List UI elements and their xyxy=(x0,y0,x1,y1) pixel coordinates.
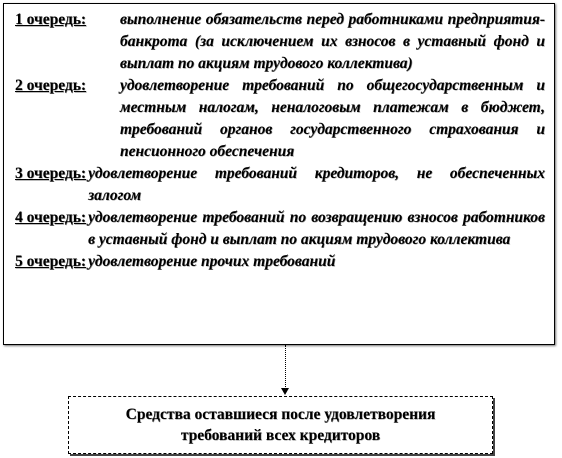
queue-item-4-label: 4 очередь: xyxy=(15,209,87,226)
arrow-down-icon xyxy=(281,388,289,395)
queue-item-3-text: удовлетворение требований кредиторов, не обеспеченных залогом xyxy=(88,165,545,204)
queue-item-2-text: удовлетворение требований по общегосударственным и местным налогам, неналоговым платежам в бюджет, требований органов государственного страхования и пенсионного обеспечения xyxy=(120,77,545,160)
queue-item-3 xyxy=(15,163,545,207)
queue-item-5-label: 5 очередь: xyxy=(15,253,87,270)
remaining-funds-line-1: Средства оставшиеся после удовлетворения xyxy=(125,406,436,423)
queue-item-2 xyxy=(15,75,545,163)
queue-item-1-text: выполнение обязательств перед работниками предприятия-банкрота (за исключением их взносов в уставный фонд и выплат по акциям трудового коллектива) xyxy=(120,11,545,72)
queue-item-5-text: удовлетворение прочих требований xyxy=(88,253,336,270)
queue-item-4-text: удовлетворение требований по возвращению взносов работников в уставный фонд и выплат по акциям трудового коллектива xyxy=(88,209,545,248)
queue-item-2-label: 2 очередь: xyxy=(15,77,87,94)
queue-item-5 xyxy=(15,251,545,273)
queue-item-1-label: 1 очередь: xyxy=(15,11,87,28)
creditor-queue-box xyxy=(3,3,555,345)
queue-item-3-label: 3 очередь: xyxy=(15,165,87,182)
connector-arrow-line xyxy=(285,345,286,391)
remaining-funds-box xyxy=(68,396,493,454)
queue-item-1 xyxy=(15,9,545,75)
queue-item-4 xyxy=(15,207,545,251)
remaining-funds-line-2: требований всех кредиторов xyxy=(180,427,381,444)
